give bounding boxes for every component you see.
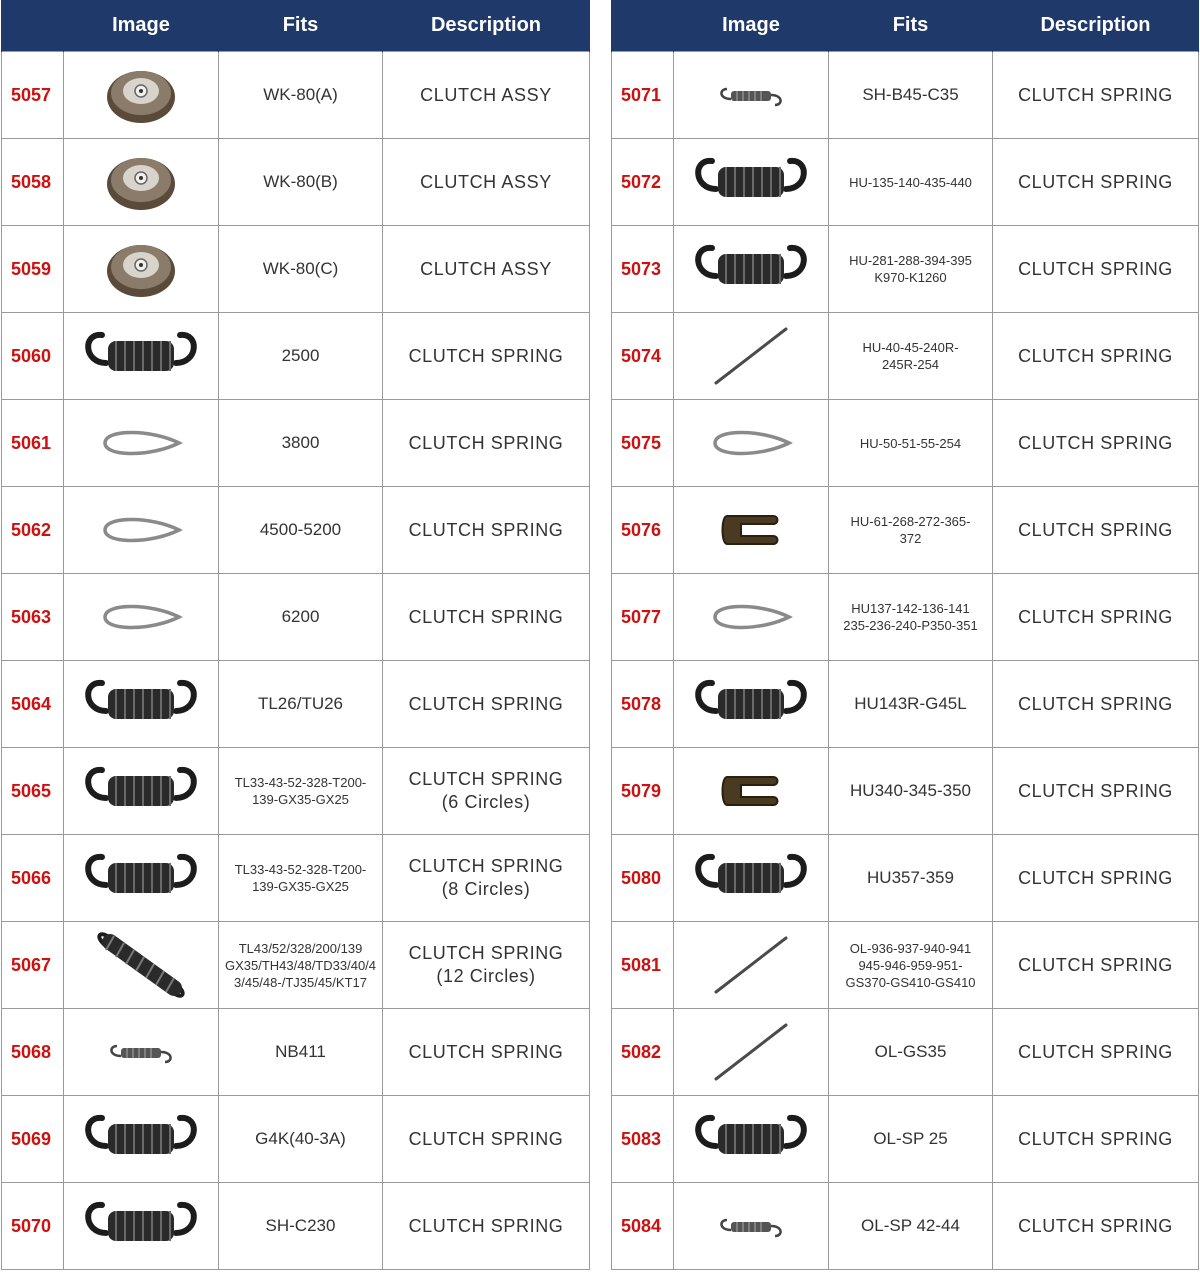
part-image bbox=[64, 1009, 219, 1096]
part-description: CLUTCH SPRING bbox=[993, 400, 1199, 487]
header-image: Image bbox=[674, 0, 829, 52]
part-fits: TL43/52/328/200/139 GX35/TH43/48/TD33/40/4 3/45/48-/TJ35/45/KT17 bbox=[219, 922, 383, 1009]
part-code: 5078 bbox=[612, 661, 674, 748]
part-fits: SH-B45-C35 bbox=[829, 52, 993, 139]
part-description: CLUTCH SPRING bbox=[993, 226, 1199, 313]
table-row bbox=[612, 226, 1199, 313]
part-description: CLUTCH SPRING bbox=[383, 487, 590, 574]
part-image bbox=[64, 835, 219, 922]
part-description: CLUTCH SPRING bbox=[993, 1183, 1199, 1270]
part-image bbox=[674, 226, 829, 313]
part-code: 5057 bbox=[2, 52, 64, 139]
part-description: CLUTCH ASSY bbox=[383, 226, 590, 313]
table-row bbox=[612, 1096, 1199, 1183]
part-code: 5081 bbox=[612, 922, 674, 1009]
long-coil-spring-icon bbox=[64, 930, 218, 1000]
clutch-assy-icon bbox=[64, 63, 218, 127]
part-fits: OL-GS35 bbox=[829, 1009, 993, 1096]
parts-table-right bbox=[611, 0, 1199, 1270]
part-description: CLUTCH SPRING bbox=[993, 835, 1199, 922]
header-description: Description bbox=[993, 0, 1199, 52]
part-fits: HU357-359 bbox=[829, 835, 993, 922]
table-row bbox=[612, 748, 1199, 835]
wire-loop-spring-icon bbox=[64, 421, 218, 465]
coil-spring-icon bbox=[64, 323, 218, 389]
wire-rod-spring-icon bbox=[674, 321, 828, 391]
part-fits: TL33-43-52-328-T200- 139-GX35-GX25 bbox=[219, 835, 383, 922]
part-code: 5070 bbox=[2, 1183, 64, 1270]
part-code: 5067 bbox=[2, 922, 64, 1009]
part-code: 5071 bbox=[612, 52, 674, 139]
part-image bbox=[674, 574, 829, 661]
part-description: CLUTCH SPRING bbox=[383, 574, 590, 661]
flat-clip-spring-icon bbox=[674, 763, 828, 819]
part-description: CLUTCH SPRING bbox=[993, 139, 1199, 226]
table-row bbox=[2, 139, 590, 226]
part-description: CLUTCH SPRING bbox=[993, 748, 1199, 835]
table-row bbox=[612, 1183, 1199, 1270]
part-code: 5074 bbox=[612, 313, 674, 400]
small-extension-spring-icon bbox=[674, 1206, 828, 1246]
part-image bbox=[674, 139, 829, 226]
part-image bbox=[674, 487, 829, 574]
part-image bbox=[64, 661, 219, 748]
part-description: CLUTCH SPRING bbox=[993, 487, 1199, 574]
part-code: 5068 bbox=[2, 1009, 64, 1096]
part-fits: WK-80(A) bbox=[219, 52, 383, 139]
coil-spring-icon bbox=[64, 845, 218, 911]
part-code: 5079 bbox=[612, 748, 674, 835]
part-description: CLUTCH SPRING bbox=[993, 661, 1199, 748]
part-image bbox=[674, 661, 829, 748]
part-description: CLUTCH SPRING (12 Circles) bbox=[383, 922, 590, 1009]
part-fits: WK-80(C) bbox=[219, 226, 383, 313]
part-image bbox=[64, 313, 219, 400]
part-image bbox=[674, 52, 829, 139]
table-row bbox=[2, 400, 590, 487]
part-code: 5082 bbox=[612, 1009, 674, 1096]
wire-loop-spring-icon bbox=[64, 508, 218, 552]
part-fits: G4K(40-3A) bbox=[219, 1096, 383, 1183]
left-parts-table-panel bbox=[1, 0, 589, 1270]
part-code: 5058 bbox=[2, 139, 64, 226]
part-description: CLUTCH SPRING bbox=[383, 1096, 590, 1183]
coil-spring-icon bbox=[674, 149, 828, 215]
coil-spring-icon bbox=[64, 1193, 218, 1259]
part-fits: HU-135-140-435-440 bbox=[829, 139, 993, 226]
part-fits: HU340-345-350 bbox=[829, 748, 993, 835]
part-description: CLUTCH SPRING (8 Circles) bbox=[383, 835, 590, 922]
part-fits: 3800 bbox=[219, 400, 383, 487]
table-row bbox=[2, 487, 590, 574]
header-description: Description bbox=[383, 0, 590, 52]
part-fits: HU137-142-136-141 235-236-240-P350-351 bbox=[829, 574, 993, 661]
part-code: 5060 bbox=[2, 313, 64, 400]
table-row bbox=[2, 748, 590, 835]
small-extension-spring-icon bbox=[64, 1032, 218, 1072]
part-fits: SH-C230 bbox=[219, 1183, 383, 1270]
part-fits: HU-61-268-272-365- 372 bbox=[829, 487, 993, 574]
header-code bbox=[2, 0, 64, 52]
coil-spring-icon bbox=[674, 845, 828, 911]
right-parts-table-panel bbox=[611, 0, 1198, 1270]
part-code: 5076 bbox=[612, 487, 674, 574]
part-image bbox=[64, 1096, 219, 1183]
part-fits: 4500-5200 bbox=[219, 487, 383, 574]
part-code: 5062 bbox=[2, 487, 64, 574]
table-row bbox=[2, 574, 590, 661]
table-row bbox=[612, 1009, 1199, 1096]
clutch-assy-icon bbox=[64, 237, 218, 301]
header-fits: Fits bbox=[219, 0, 383, 52]
part-code: 5063 bbox=[2, 574, 64, 661]
part-code: 5069 bbox=[2, 1096, 64, 1183]
part-fits: OL-SP 25 bbox=[829, 1096, 993, 1183]
table-row bbox=[2, 835, 590, 922]
table-row bbox=[612, 661, 1199, 748]
part-description: CLUTCH SPRING bbox=[993, 313, 1199, 400]
table-header bbox=[2, 0, 590, 52]
table-row bbox=[2, 661, 590, 748]
part-description: CLUTCH SPRING bbox=[993, 574, 1199, 661]
table-row bbox=[612, 313, 1199, 400]
part-image bbox=[674, 1009, 829, 1096]
part-fits: HU143R-G45L bbox=[829, 661, 993, 748]
header-image: Image bbox=[64, 0, 219, 52]
part-image bbox=[674, 1183, 829, 1270]
wire-loop-spring-icon bbox=[674, 595, 828, 639]
table-row bbox=[2, 1009, 590, 1096]
part-code: 5075 bbox=[612, 400, 674, 487]
part-fits: WK-80(B) bbox=[219, 139, 383, 226]
table-row bbox=[612, 52, 1199, 139]
table-row bbox=[612, 574, 1199, 661]
part-image bbox=[674, 835, 829, 922]
flat-clip-spring-icon bbox=[674, 502, 828, 558]
part-image bbox=[674, 748, 829, 835]
part-fits: NB411 bbox=[219, 1009, 383, 1096]
part-description: CLUTCH SPRING bbox=[993, 1096, 1199, 1183]
part-image bbox=[64, 574, 219, 661]
part-image bbox=[64, 922, 219, 1009]
coil-spring-icon bbox=[674, 1106, 828, 1172]
table-header bbox=[612, 0, 1199, 52]
part-description: CLUTCH SPRING bbox=[993, 1009, 1199, 1096]
table-row bbox=[2, 313, 590, 400]
part-description: CLUTCH SPRING bbox=[383, 1009, 590, 1096]
table-row bbox=[2, 1183, 590, 1270]
part-description: CLUTCH SPRING bbox=[383, 313, 590, 400]
part-description: CLUTCH SPRING bbox=[993, 52, 1199, 139]
part-code: 5084 bbox=[612, 1183, 674, 1270]
part-code: 5080 bbox=[612, 835, 674, 922]
part-image bbox=[674, 1096, 829, 1183]
part-fits: HU-281-288-394-395 K970-K1260 bbox=[829, 226, 993, 313]
part-description: CLUTCH SPRING bbox=[383, 661, 590, 748]
coil-spring-icon bbox=[674, 671, 828, 737]
part-image bbox=[674, 313, 829, 400]
coil-spring-icon bbox=[64, 671, 218, 737]
wire-rod-spring-icon bbox=[674, 1017, 828, 1087]
table-row bbox=[2, 52, 590, 139]
wire-loop-spring-icon bbox=[64, 595, 218, 639]
wire-loop-spring-icon bbox=[674, 421, 828, 465]
header-code bbox=[612, 0, 674, 52]
coil-spring-icon bbox=[674, 236, 828, 302]
part-fits: 6200 bbox=[219, 574, 383, 661]
part-description: CLUTCH SPRING (6 Circles) bbox=[383, 748, 590, 835]
part-image bbox=[64, 1183, 219, 1270]
part-fits: TL33-43-52-328-T200- 139-GX35-GX25 bbox=[219, 748, 383, 835]
part-fits: 2500 bbox=[219, 313, 383, 400]
part-fits: OL-SP 42-44 bbox=[829, 1183, 993, 1270]
part-image bbox=[64, 52, 219, 139]
parts-table-left bbox=[1, 0, 590, 1270]
part-image bbox=[674, 922, 829, 1009]
part-description: CLUTCH ASSY bbox=[383, 139, 590, 226]
part-fits: TL26/TU26 bbox=[219, 661, 383, 748]
table-row bbox=[2, 226, 590, 313]
part-description: CLUTCH ASSY bbox=[383, 52, 590, 139]
part-image bbox=[64, 487, 219, 574]
part-code: 5083 bbox=[612, 1096, 674, 1183]
part-image bbox=[64, 748, 219, 835]
part-fits: HU-40-45-240R- 245R-254 bbox=[829, 313, 993, 400]
table-row bbox=[2, 1096, 590, 1183]
part-image bbox=[674, 400, 829, 487]
table-row bbox=[612, 139, 1199, 226]
part-code: 5066 bbox=[2, 835, 64, 922]
part-code: 5061 bbox=[2, 400, 64, 487]
table-row bbox=[612, 922, 1199, 1009]
part-image bbox=[64, 139, 219, 226]
part-code: 5065 bbox=[2, 748, 64, 835]
coil-spring-icon bbox=[64, 758, 218, 824]
clutch-assy-icon bbox=[64, 150, 218, 214]
part-code: 5077 bbox=[612, 574, 674, 661]
table-row bbox=[2, 922, 590, 1009]
table-row bbox=[612, 400, 1199, 487]
part-code: 5073 bbox=[612, 226, 674, 313]
part-description: CLUTCH SPRING bbox=[993, 922, 1199, 1009]
part-description: CLUTCH SPRING bbox=[383, 400, 590, 487]
part-image bbox=[64, 400, 219, 487]
part-code: 5064 bbox=[2, 661, 64, 748]
part-image bbox=[64, 226, 219, 313]
header-fits: Fits bbox=[829, 0, 993, 52]
part-fits: OL-936-937-940-941 945-946-959-951- GS370-GS410-GS410 bbox=[829, 922, 993, 1009]
coil-spring-icon bbox=[64, 1106, 218, 1172]
wire-rod-spring-icon bbox=[674, 930, 828, 1000]
part-fits: HU-50-51-55-254 bbox=[829, 400, 993, 487]
table-row bbox=[612, 835, 1199, 922]
part-code: 5059 bbox=[2, 226, 64, 313]
part-code: 5072 bbox=[612, 139, 674, 226]
table-row bbox=[612, 487, 1199, 574]
part-description: CLUTCH SPRING bbox=[383, 1183, 590, 1270]
small-extension-spring-icon bbox=[674, 75, 828, 115]
